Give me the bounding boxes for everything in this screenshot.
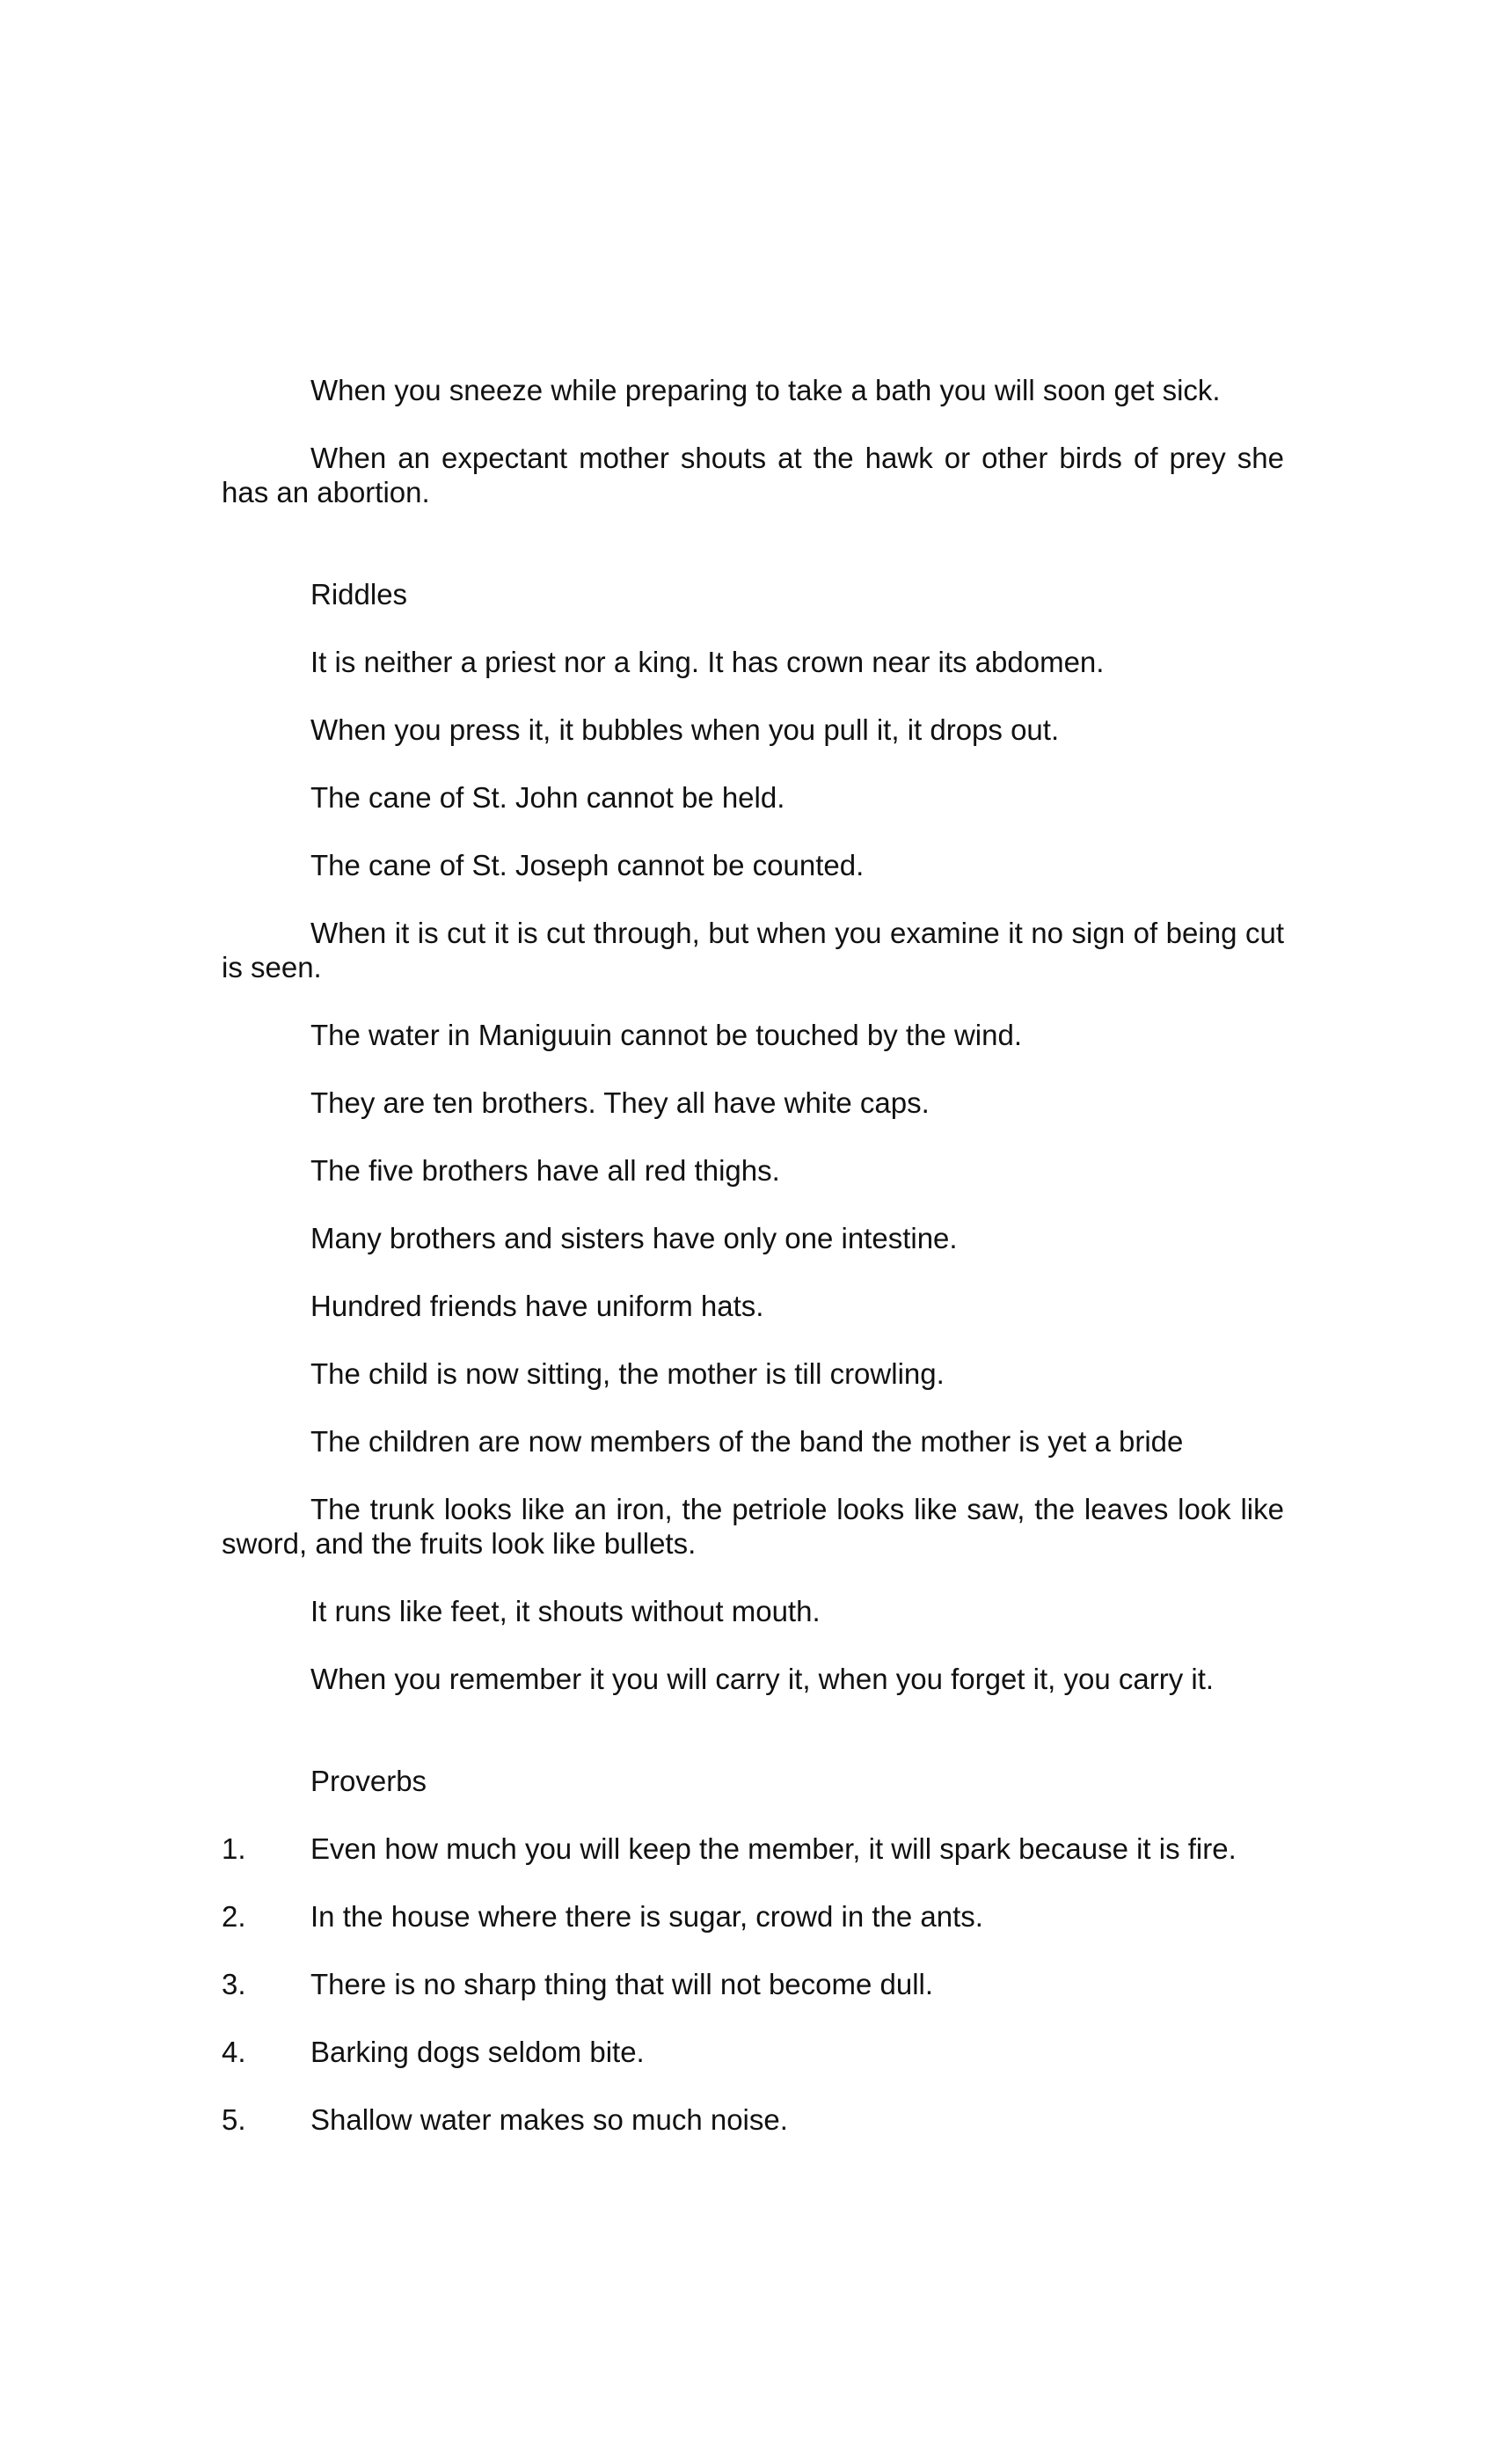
riddle-item: They are ten brothers. They all have white caps. — [310, 1086, 930, 1119]
riddle-item: The trunk looks like an iron, the petriole looks like saw, the leaves look like sword, and the fruits look like bullets. — [222, 1493, 1284, 1560]
riddle-item: When it is cut it is cut through, but when you examine it no sign of being cut is seen. — [222, 917, 1284, 983]
riddle-item: The child is now sitting, the mother is till crowling. — [310, 1357, 945, 1390]
riddle-item: The cane of St. John cannot be held. — [310, 781, 785, 814]
proverb-text: Barking dogs seldom bite. — [310, 2036, 645, 2068]
riddle-item: The water in Maniguuin cannot be touched by the wind. — [310, 1019, 1023, 1051]
proverb-number: 1. — [222, 1832, 246, 1865]
proverb-number: 5. — [222, 2103, 246, 2136]
riddle-item: The cane of St. Joseph cannot be counted. — [310, 849, 865, 881]
proverb-number: 3. — [222, 1968, 246, 2000]
proverb-text: Even how much you will keep the member, it will spark because it is fire. — [310, 1832, 1237, 1865]
proverb-text: Shallow water makes so much noise. — [310, 2103, 788, 2136]
proverb-item — [222, 1967, 1284, 2001]
proverb-number: 4. — [222, 2036, 246, 2068]
proverbs-list — [222, 1832, 1284, 2137]
proverbs-heading: Proverbs — [310, 1765, 427, 1797]
page-content — [222, 373, 1284, 2170]
proverb-item — [222, 1899, 1284, 1934]
proverb-item — [222, 2102, 1284, 2137]
riddle-item: It is neither a priest nor a king. It has crown near its abdomen. — [310, 646, 1105, 678]
riddle-item: It runs like feet, it shouts without mouth. — [310, 1595, 821, 1627]
proverb-text: In the house where there is sugar, crowd in the ants. — [310, 1900, 983, 1933]
riddle-item: When you remember it you will carry it, when you forget it, you carry it. — [310, 1663, 1215, 1695]
riddle-item: When you press it, it bubbles when you pull it, it drops out. — [310, 713, 1060, 746]
proverb-text: There is no sharp thing that will not become dull. — [310, 1968, 934, 2000]
riddle-item: The five brothers have all red thighs. — [310, 1154, 780, 1187]
riddle-item: Many brothers and sisters have only one intestine. — [310, 1222, 958, 1254]
intro-paragraph: When you sneeze while preparing to take a bath you will soon get sick. — [310, 374, 1221, 406]
riddles-heading: Riddles — [310, 578, 408, 611]
proverb-number: 2. — [222, 1900, 246, 1933]
proverb-item — [222, 1832, 1284, 1866]
riddle-item: Hundred friends have uniform hats. — [310, 1290, 764, 1322]
proverb-item — [222, 2035, 1284, 2069]
intro-paragraph: When an expectant mother shouts at the hawk or other birds of prey she has an abortion. — [222, 442, 1284, 508]
riddle-item: The children are now members of the band the mother is yet a bride — [310, 1425, 1184, 1458]
